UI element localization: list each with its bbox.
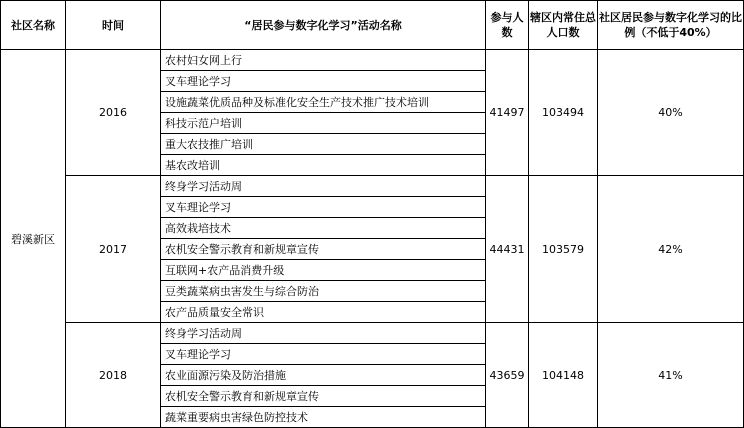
header-ratio: 社区居民参与数字化学习的比例（不低于40%） bbox=[598, 1, 744, 50]
residents-cell: 103494 bbox=[529, 50, 598, 176]
activity-cell: 互联网+农产品消费升级 bbox=[161, 260, 486, 281]
table-row bbox=[1, 323, 744, 344]
table-row bbox=[1, 50, 744, 71]
activity-cell: 叉车理论学习 bbox=[161, 71, 486, 92]
activity-cell: 豆类蔬菜病虫害发生与综合防治 bbox=[161, 281, 486, 302]
activity-cell: 基农改培训 bbox=[161, 155, 486, 176]
district-cell: 碧溪新区 bbox=[1, 50, 66, 428]
table-row bbox=[1, 176, 744, 197]
activity-cell: 终身学习活动周 bbox=[161, 323, 486, 344]
activity-cell: 蔬菜重要病虫害绿色防控技术 bbox=[161, 407, 486, 428]
activity-cell: 农机安全警示教育和新规章宣传 bbox=[161, 239, 486, 260]
participants-cell: 43659 bbox=[486, 323, 529, 428]
header-time: 时间 bbox=[66, 1, 161, 50]
residents-cell: 103579 bbox=[529, 176, 598, 323]
header-activity: “居民参与数字化学习”活动名称 bbox=[161, 1, 486, 50]
activity-cell: 设施蔬菜优质品种及标准化安全生产技术推广技术培训 bbox=[161, 92, 486, 113]
activity-cell: 高效栽培技术 bbox=[161, 218, 486, 239]
header-row bbox=[1, 1, 744, 50]
header-participants: 参与人数 bbox=[486, 1, 529, 50]
year-cell: 2017 bbox=[66, 176, 161, 323]
year-cell: 2018 bbox=[66, 323, 161, 428]
activity-cell: 农产品质量安全常识 bbox=[161, 302, 486, 323]
activity-cell: 终身学习活动周 bbox=[161, 176, 486, 197]
year-cell: 2016 bbox=[66, 50, 161, 176]
activity-cell: 农业面源污染及防治措施 bbox=[161, 365, 486, 386]
header-district: 社区名称 bbox=[1, 1, 66, 50]
header-residents: 辖区内常住总人口数 bbox=[529, 1, 598, 50]
activity-cell: 农村妇女网上行 bbox=[161, 50, 486, 71]
activity-cell: 科技示范户培训 bbox=[161, 113, 486, 134]
ratio-cell: 41% bbox=[598, 323, 744, 428]
participants-cell: 41497 bbox=[486, 50, 529, 176]
participants-cell: 44431 bbox=[486, 176, 529, 323]
ratio-cell: 42% bbox=[598, 176, 744, 323]
activity-cell: 叉车理论学习 bbox=[161, 344, 486, 365]
ratio-cell: 40% bbox=[598, 50, 744, 176]
activity-cell: 叉车理论学习 bbox=[161, 197, 486, 218]
residents-cell: 104148 bbox=[529, 323, 598, 428]
activity-cell: 农机安全警示教育和新规章宣传 bbox=[161, 386, 486, 407]
activity-cell: 重大农技推广培训 bbox=[161, 134, 486, 155]
